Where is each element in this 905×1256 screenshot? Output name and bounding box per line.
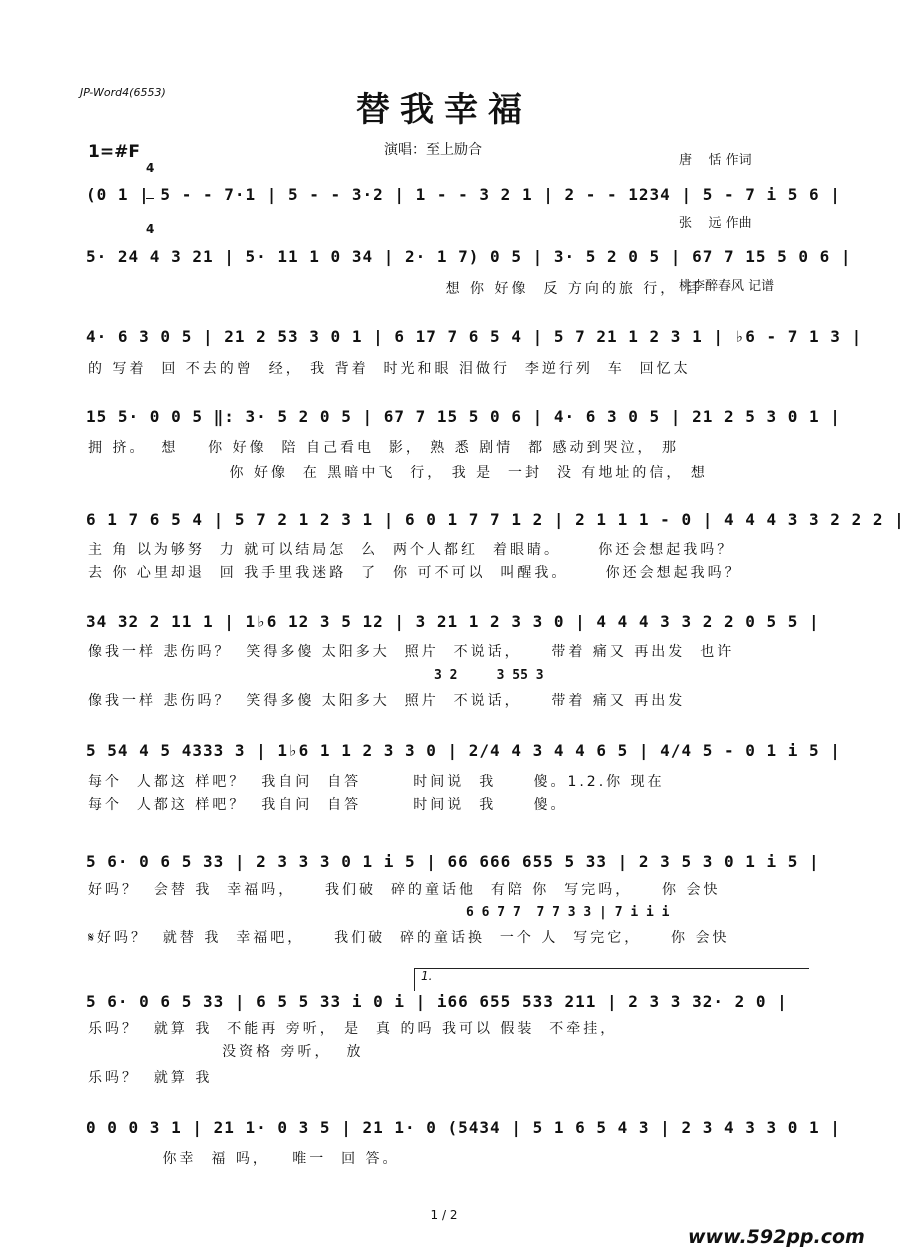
site-watermark: www.592pp.com (688, 1226, 865, 1248)
first-ending-bracket (414, 968, 809, 991)
alt-melody-1: 3 2 3 55 3 (434, 668, 544, 683)
lyric-row-8a: 好吗？ 会替 我 幸福吗， 我们破 碎的童话他 有陪 你 写完吗， 你 会快 (88, 882, 721, 898)
lyric-row-6a: 像我一样 悲伤吗？ 笑得多傻 太阳多大 照片 不说话， 带着 痛又 再出发 也许 (88, 644, 735, 660)
notation-row-1: (0 1 | 5 - - 7·1 | 5 - - 3·2 | 1 - - 3 2 1 | 2 - - 1234 | 5 - 7 i 5 6 | (86, 185, 841, 204)
page-number: 1 / 2 (430, 1208, 458, 1222)
notation-row-7: 5 54 4 5 4333 3 | 1♭6 1 1 2 3 3 0 | 2/4 4 3 4 4 6 5 | 4/4 5 - 0 1 i 5 | (86, 741, 841, 760)
transcriber-credit: 桃李醉春风 记谱 (679, 279, 775, 294)
lyric-row-3: 的 写着 回 不去的曾 经， 我 背着 时光和眼 泪做行 李逆行列 车 回忆太 (88, 361, 691, 377)
meter-bottom: 4 (146, 222, 155, 236)
key-signature: 1=#F (88, 142, 140, 162)
notation-row-5: 6 1 7 6 5 4 | 5 7 2 1 2 3 1 | 6 0 1 7 7 1 2 | 2 1 1 1 - 0 | 4 4 4 3 3 2 2 2 | (86, 510, 905, 529)
song-title: 替我幸福 (356, 90, 532, 130)
lyric-row-10: 你幸 福 吗， 唯一 回 答。 (88, 1151, 400, 1167)
notation-row-2: 5· 24 4 3 21 | 5· 11 1 0 34 | 2· 1 7) 0 5 | 3· 5 2 0 5 | 67 7 15 5 0 6 | (86, 247, 852, 266)
volta-label: 1. (421, 969, 433, 983)
notation-row-8: 5 6· 0 6 5 33 | 2 3 3 3 0 1 i 5 | 66 666 655 5 33 | 2 3 5 3 0 1 i 5 | (86, 852, 820, 871)
meter-top: 4 (146, 161, 155, 175)
lyric-row-7a: 每个 人都这 样吧？ 我自问 自答 时间说 我 傻。1.2.你 现在 (88, 774, 665, 790)
notation-row-9: 5 6· 0 6 5 33 | 6 5 5 33 i 0 i | i66 655 533 211 | 2 3 3 32· 2 0 | (86, 992, 788, 1011)
lyric-row-9b: 没资格 旁听， 放 (88, 1044, 364, 1060)
lyric-row-8b: 𝄋好吗？ 就替 我 幸福吧， 我们破 碎的童话换 一个 人 写完它， 你 会快 (88, 930, 730, 946)
composer-credit: 张 远 作曲 (679, 216, 752, 231)
lyric-row-9a: 乐吗？ 就算 我 不能再 旁听， 是 真 的吗 我可以 假装 不牵挂， (88, 1021, 618, 1037)
notation-row-10: 0 0 0 3 1 | 21 1· 0 3 5 | 21 1· 0 (5434 | 5 1 6 5 4 3 | 2 3 4 3 3 0 1 | (86, 1118, 841, 1137)
notation-row-3: 4· 6 3 0 5 | 21 2 53 3 0 1 | 6 17 7 6 5 4 | 5 7 21 1 2 3 1 | ♭6 - 7 1 3 | (86, 327, 863, 346)
notation-row-6: 34 32 2 11 1 | 1♭6 12 3 5 12 | 3 21 1 2 3 3 0 | 4 4 4 3 3 2 2 0 5 5 | (86, 612, 820, 631)
software-tag: JP-Word4(6553) (80, 86, 166, 99)
lyric-row-6b: 像我一样 悲伤吗？ 笑得多傻 太阳多大 照片 不说话， 带着 痛又 再出发 (88, 693, 686, 709)
lyric-row-9c: 乐吗？ 就算 我 (88, 1070, 213, 1086)
lyric-row-4a: 拥 挤。 想 你 好像 陪 自己看电 影， 熟 悉 剧情 都 感动到哭泣， 那 (88, 440, 680, 456)
lyric-row-7b: 每个 人都这 样吧？ 我自问 自答 时间说 我 傻。 (88, 797, 568, 813)
singer-credit: 演唱：至上励合 (384, 142, 482, 158)
lyric-row-4b: 你 好像 在 黑暗中飞 行， 我 是 一封 没 有地址的信， 想 (88, 465, 708, 481)
lyricist-credit: 唐 恬 作词 (679, 153, 752, 168)
lyric-row-5b: 去 你 心里却退 回 我手里我迷路 了 你 可不可以 叫醒我。 你还会想起我吗？ (88, 565, 742, 581)
lyric-row-2: 想 你 好像 反 方向的旅 行， 目 (88, 281, 702, 297)
alt-melody-2: 6 6 7 7 7 7 3 3 | 7 i i i (466, 905, 670, 920)
lyric-row-5a: 主 角 以为够努 力 就可以结局怎 么 两个人都红 着眼睛。 你还会想起我吗？ (88, 542, 735, 558)
notation-row-4: 15 5· 0 0 5 ‖: 3· 5 2 0 5 | 67 7 15 5 0 6 | 4· 6 3 0 5 | 21 2 5 3 0 1 | (86, 407, 841, 426)
